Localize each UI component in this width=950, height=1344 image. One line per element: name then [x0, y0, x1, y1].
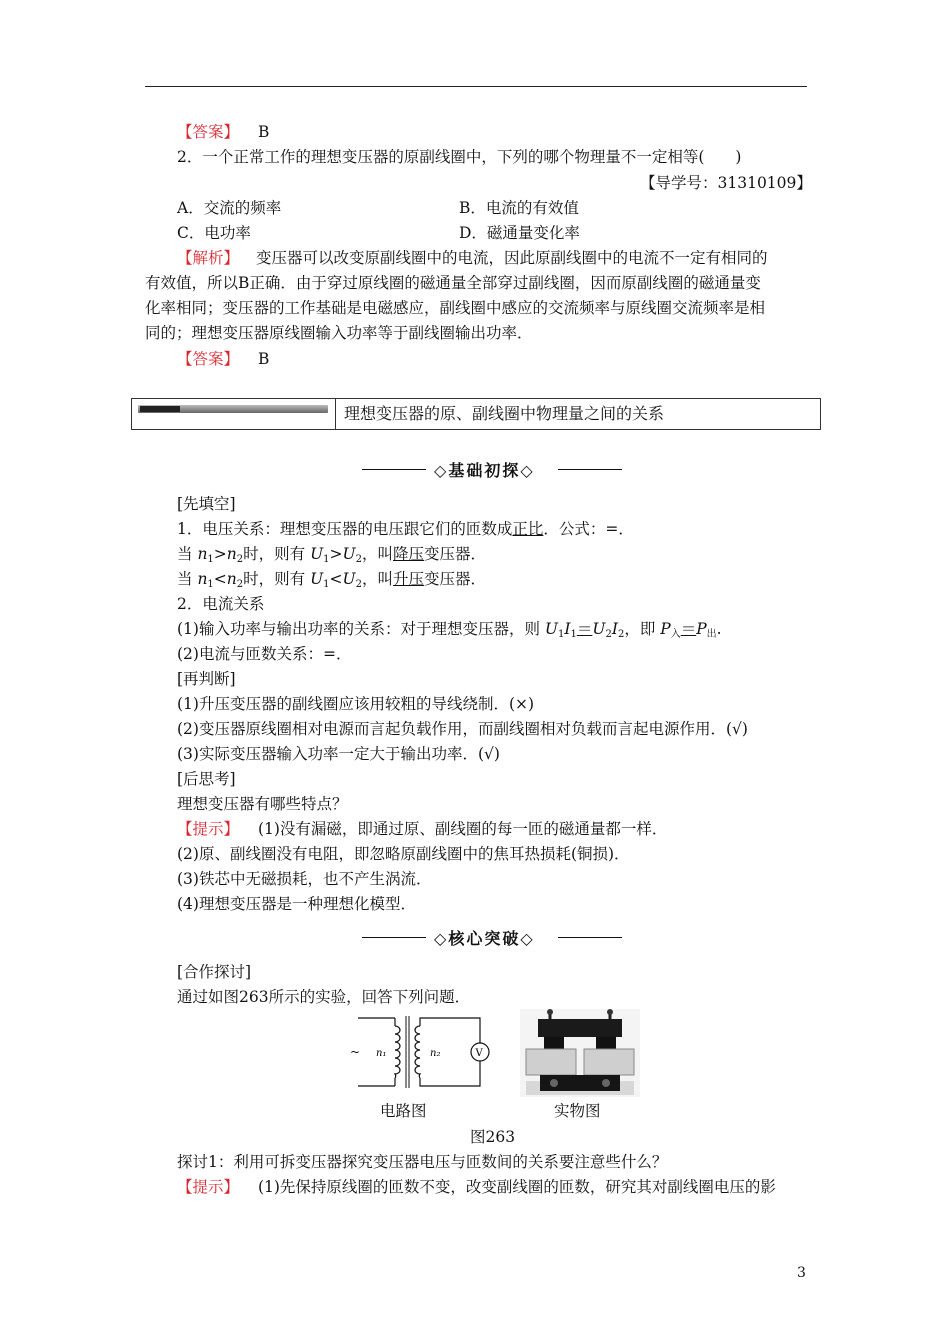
hint-tag: 【提示】 [177, 1178, 240, 1196]
banner-line-left [362, 937, 426, 938]
discussion-1-hint: 【提示】 (1)先保持原线圈的匝数不变，改变副线圈的匝数，研究其对副线圈电压的影 [177, 1178, 776, 1196]
ac-source-symbol: ~ [350, 1045, 361, 1059]
hint-line-3: (3)铁芯中无磁损耗，也不产生涡流． [177, 870, 432, 888]
guide-number: 【导学号：31310109】 [640, 174, 812, 192]
banner-line-right [558, 937, 622, 938]
q2-stem: 2．一个正常工作的理想变压器的原副线圈中，下列的哪个物理量不一定相等( ) [177, 148, 742, 166]
banner-line-left [362, 469, 426, 470]
hint-line-2: (2)原、副线圈没有电阻，即忽略原副线圈中的焦耳热损耗(铜损)． [177, 845, 630, 863]
judge-item-2: (2)变压器原线圈相对电源而言起负载作用，而副线圈相对负载而言起电源作用．(√) [177, 720, 748, 738]
step-down-line: 当 $n_1>n_2$时，则有 $U_1>U_2$，叫降压变压器． [177, 545, 487, 565]
judge-item-1: (1)升压变压器的副线圈应该用较粗的导线绕制．(×) [177, 695, 535, 713]
hint-line-4: (4)理想变压器是一种理想化模型． [177, 895, 416, 913]
answer-value: B [257, 123, 270, 141]
photo-caption: 实物图 [554, 1102, 601, 1120]
option-a: A．交流的频率 [177, 199, 282, 217]
option-b: B．电流的有效值 [459, 199, 579, 217]
turns-relation: (2)电流与匝数关系：=． [177, 645, 352, 663]
analysis-line-2: 有效值，所以B正确．由于穿过原线圈的磁通量全部穿过副线圈，因而原副线圈的磁通量变 [145, 274, 761, 292]
discussion-1: 探讨1：利用可拆变压器探究变压器电压与匝数间的关系要注意些什么？ [177, 1153, 668, 1171]
figure-caption: 图263 [470, 1128, 516, 1146]
section-banner-basic [362, 458, 632, 480]
hint-tag: 【提示】 [177, 820, 240, 838]
page-number: 3 [797, 1265, 806, 1281]
label-n2: n₂ [430, 1048, 441, 1059]
figure-intro: 通过如图263所示的实验，回答下列问题． [177, 988, 471, 1006]
think-label: [后思考] [177, 770, 236, 788]
circuit-diagram [350, 1014, 495, 1094]
blank-step-up: 升压 [393, 570, 425, 588]
analysis-line-3: 化率相同；变压器的工作基础是电磁感应，副线圈中感应的交流频率与原线圈交流频率是相 [145, 299, 766, 317]
analysis-line-1 [177, 247, 767, 269]
option-c: C．电功率 [177, 224, 251, 242]
step-up-line: 当 $n_1<n_2$时，则有 $U_1<U_2$，叫升压变压器． [177, 570, 487, 590]
answer-tag: 【答案】 [177, 123, 240, 141]
fill-label: [先填空] [177, 495, 236, 513]
circuit-caption: 电路图 [380, 1102, 427, 1120]
blank-proportional: 正比 [512, 520, 544, 538]
current-relation: 2．电流关系 [177, 595, 265, 613]
label-n1: n₁ [376, 1048, 387, 1059]
answer-tag: 【答案】 [177, 350, 240, 368]
option-d: D．磁通量变化率 [459, 224, 580, 242]
analysis-line-4: 同的；理想变压器原线圈输入功率等于副线圈输出功率． [145, 324, 533, 342]
transformer-photo [520, 1009, 640, 1097]
knowledge-title: 理想变压器的原、副线圈中物理量之间的关系 [344, 404, 665, 423]
think-question: 理想变压器有哪些特点？ [177, 795, 348, 813]
knowledge-point-label [132, 399, 336, 429]
header-rule [145, 86, 807, 87]
answer-value: B [257, 350, 270, 368]
q2-answer [177, 348, 269, 370]
analysis-tag: 【解析】 [177, 249, 240, 267]
section-title: ◇核心突破◇ [434, 929, 535, 948]
voltage-relation: 1．电压关系：理想变压器的电压跟它们的匝数成正比．公式：=． [177, 520, 634, 538]
judge-item-3: (3)实际变压器输入功率一定大于输出功率．(√) [177, 745, 500, 763]
power-relation: (1)输入功率与输出功率的关系：对于理想变压器，则 $U_1I_1=U_2I_2$，即 $P_入=P_出$. [177, 620, 722, 640]
hint-line-1: 【提示】 (1)没有漏磁，即通过原、副线圈的每一匝的磁通量都一样． [177, 820, 668, 838]
q1-answer [177, 121, 269, 143]
coop-label: [合作探讨] [177, 963, 252, 981]
analysis-text: 变压器可以改变原副线圈中的电流，因此原副线圈中的电流不一定有相同的 [255, 249, 768, 267]
section-banner-core [362, 926, 632, 948]
voltmeter-icon: V [475, 1048, 483, 1059]
banner-line-right [558, 469, 622, 470]
knowledge-point-box [131, 398, 821, 430]
judge-label: [再判断] [177, 670, 236, 688]
knowledge-badge-icon [140, 406, 180, 412]
section-title: ◇基础初探◇ [434, 461, 535, 480]
blank-step-down: 降压 [393, 545, 425, 563]
